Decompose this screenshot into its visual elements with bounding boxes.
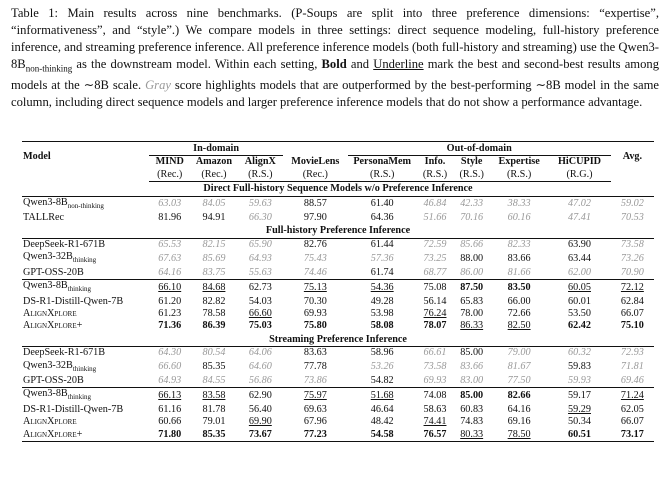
section-header-row — [22, 224, 654, 238]
score-cell: 59.63 — [248, 198, 272, 210]
score-cell: 86.39 — [202, 320, 226, 332]
table-row — [22, 375, 654, 388]
score-cell: 60.32 — [568, 347, 591, 359]
score-cell: 77.23 — [283, 429, 348, 442]
score-cell: 71.36 — [158, 320, 182, 332]
score-cell: 64.16 — [158, 266, 182, 278]
score-cell: 79.00 — [507, 347, 531, 359]
model-name: DS-R1-Distill-Qwen-7B — [23, 295, 124, 307]
score-cell: 60.16 — [507, 212, 531, 224]
score-cell: 74.83 — [460, 416, 484, 428]
score-cell: 75.80 — [303, 320, 327, 332]
score-cell: 74.41 — [423, 416, 447, 428]
caption-gray-word: Gray — [145, 78, 171, 93]
score-cell: 48.42 — [370, 416, 394, 428]
score-cell: 77.50 — [507, 375, 531, 387]
avg-cell: 69.46 — [620, 375, 644, 387]
score-cell: 75.13 — [283, 280, 348, 296]
table-row — [22, 347, 654, 360]
score-cell: 56.14 — [423, 295, 447, 307]
score-cell: 85.00 — [453, 388, 490, 404]
score-cell: 64.16 — [507, 403, 531, 415]
model-name: AlignXplore — [23, 416, 77, 428]
model-name: GPT-OSS-20B — [23, 266, 84, 278]
score-cell: 72.59 — [423, 238, 447, 250]
avg-cell: 72.12 — [611, 280, 654, 296]
caption-bold-word: Bold — [321, 56, 347, 71]
score-cell: 38.33 — [507, 198, 531, 210]
table-row — [22, 267, 654, 280]
table-row — [22, 251, 654, 266]
score-cell: 54.58 — [348, 429, 417, 442]
avg-header: Avg. — [611, 142, 654, 182]
score-cell: 63.90 — [568, 238, 591, 250]
score-cell: 73.86 — [303, 375, 327, 387]
avg-cell: 66.07 — [620, 307, 644, 319]
model-name: TALLRec — [23, 212, 65, 224]
column-name: Style — [460, 156, 483, 168]
score-cell: 61.44 — [370, 238, 394, 250]
score-cell: 59.93 — [568, 375, 591, 387]
out-domain-header: Out-of-domain — [348, 142, 611, 156]
score-cell: 77.78 — [303, 361, 327, 373]
score-cell: 65.83 — [460, 295, 484, 307]
table-row — [22, 416, 654, 428]
column-name: MIND — [155, 156, 184, 168]
column-name: Info. — [424, 156, 446, 168]
column-metric: (Rec.) — [149, 169, 190, 182]
column-metric: (R.S.) — [348, 169, 417, 182]
score-cell: 73.25 — [423, 252, 447, 264]
caption-text-2: as the downstream model. Within each setting, — [72, 56, 322, 71]
model-name: GPT-OSS-20B — [23, 375, 84, 387]
table-row — [22, 360, 654, 375]
score-cell: 88.00 — [460, 252, 484, 264]
table-row — [22, 196, 654, 212]
score-cell: 70.16 — [460, 212, 484, 224]
score-cell: 78.58 — [202, 307, 226, 319]
model-name: AlignXplore+ — [22, 429, 149, 442]
avg-cell: 71.24 — [611, 388, 654, 404]
table-row — [22, 388, 654, 404]
score-cell: 78.07 — [423, 320, 447, 332]
score-cell: 82.82 — [202, 295, 226, 307]
score-cell: 84.05 — [202, 198, 226, 210]
section-header-row — [22, 333, 654, 347]
score-cell: 64.93 — [248, 252, 272, 264]
avg-cell: 71.81 — [620, 361, 644, 373]
score-cell: 78.00 — [460, 307, 484, 319]
caption-subscript: non-thinking — [25, 63, 73, 74]
results-table — [22, 141, 654, 442]
score-cell: 64.60 — [248, 361, 272, 373]
model-name: $Qwen3-32B_{thinking}$ — [23, 251, 97, 265]
score-cell: 58.08 — [370, 320, 394, 332]
avg-cell: 75.10 — [620, 320, 644, 332]
score-cell: 54.03 — [248, 295, 272, 307]
score-cell: 62.00 — [568, 266, 591, 278]
score-cell: 79.01 — [202, 416, 226, 428]
score-cell: 63.03 — [158, 198, 182, 210]
table-row — [22, 404, 654, 416]
score-cell: 85.35 — [190, 429, 237, 442]
score-cell: 82.50 — [507, 320, 531, 332]
score-cell: 54.36 — [348, 280, 417, 296]
score-cell: 69.93 — [303, 307, 327, 319]
column-name: MovieLens — [291, 156, 340, 168]
avg-cell: 72.93 — [620, 347, 644, 359]
table-row — [22, 280, 654, 296]
model-name: AlignXplore+ — [23, 320, 83, 332]
score-cell: 63.44 — [568, 252, 591, 264]
score-cell: 80.33 — [453, 429, 490, 442]
score-cell: 66.61 — [423, 347, 447, 359]
column-name: HiCUPID — [558, 156, 602, 168]
model-header: Model — [22, 142, 149, 182]
score-cell: 58.63 — [423, 403, 447, 415]
column-name: AlignX — [244, 156, 276, 168]
score-cell: 66.30 — [248, 212, 272, 224]
score-cell: 69.63 — [303, 403, 327, 415]
score-cell: 70.30 — [303, 295, 327, 307]
score-cell: 83.58 — [190, 388, 237, 404]
score-cell: 75.08 — [417, 280, 454, 296]
section-title: Full-history Preference Inference — [22, 224, 654, 238]
score-cell: 85.69 — [202, 252, 226, 264]
column-metric: (R.G.) — [548, 169, 611, 182]
column-name: Expertise — [498, 156, 540, 168]
score-cell: 75.03 — [248, 320, 272, 332]
score-cell: 46.64 — [370, 403, 394, 415]
score-cell: 75.43 — [303, 252, 327, 264]
score-cell: 74.08 — [417, 388, 454, 404]
score-cell: 58.96 — [370, 347, 394, 359]
score-cell: 61.74 — [370, 266, 394, 278]
avg-cell: 62.05 — [620, 403, 644, 415]
score-cell: 42.33 — [460, 198, 484, 210]
score-cell: 75.97 — [283, 388, 348, 404]
score-cell: 82.66 — [490, 388, 548, 404]
score-cell: 76.57 — [417, 429, 454, 442]
model-name: AlignXplore — [23, 307, 77, 319]
avg-cell: 73.26 — [620, 252, 644, 264]
score-cell: 83.00 — [460, 375, 484, 387]
model-name: DS-R1-Distill-Qwen-7B — [23, 403, 124, 415]
score-cell: 57.36 — [370, 252, 394, 264]
score-cell: 65.53 — [158, 238, 182, 250]
score-cell: 68.77 — [423, 266, 447, 278]
score-cell: 61.23 — [158, 307, 182, 319]
score-cell: 47.02 — [568, 198, 591, 210]
section-header-row — [22, 182, 654, 196]
score-cell: 87.50 — [453, 280, 490, 296]
caption-text-3: and — [346, 56, 374, 71]
score-cell: 55.63 — [248, 266, 272, 278]
score-cell: 69.93 — [423, 375, 447, 387]
score-cell: 62.42 — [568, 320, 591, 332]
caption-label: Table 1: — [11, 6, 59, 20]
score-cell: 47.41 — [568, 212, 591, 224]
score-cell: 80.54 — [202, 347, 226, 359]
in-domain-header: In-domain — [149, 142, 283, 156]
column-metric: (R.S.) — [453, 169, 490, 182]
score-cell: 64.30 — [158, 347, 182, 359]
score-cell: 67.96 — [303, 416, 327, 428]
avg-cell: 70.53 — [620, 212, 644, 224]
score-cell: 60.66 — [158, 416, 182, 428]
score-cell: 67.63 — [158, 252, 182, 264]
table-row — [22, 429, 654, 442]
score-cell: 81.66 — [507, 266, 531, 278]
score-cell: 76.24 — [423, 307, 447, 319]
score-cell: 82.15 — [202, 238, 226, 250]
avg-cell: 73.58 — [620, 238, 644, 250]
caption-underline-word: Underline — [373, 56, 424, 71]
model-name: $Qwen3-32B_{thinking}$ — [23, 359, 97, 373]
score-cell: 81.78 — [202, 403, 226, 415]
avg-cell: 70.90 — [620, 266, 644, 278]
score-cell: 53.50 — [568, 307, 591, 319]
model-name: $Qwen3-8B_{non-thinking}$ — [23, 196, 104, 210]
score-cell: 66.00 — [507, 295, 531, 307]
table-row — [22, 212, 654, 224]
score-cell: 59.83 — [568, 361, 591, 373]
table-row — [22, 238, 654, 251]
score-cell: 86.00 — [460, 266, 484, 278]
column-metric: (R.S.) — [490, 169, 548, 182]
score-cell: 51.68 — [348, 388, 417, 404]
score-cell: 64.93 — [158, 375, 182, 387]
score-cell: 81.96 — [158, 212, 182, 224]
column-metric: (R.S.) — [417, 169, 454, 182]
table-row — [22, 320, 654, 332]
score-cell: 61.20 — [158, 295, 182, 307]
score-cell: 83.50 — [490, 280, 548, 296]
header-group-row — [22, 142, 654, 156]
score-cell: 88.57 — [303, 198, 327, 210]
column-metric: (Rec.) — [190, 169, 237, 182]
score-cell: 84.68 — [190, 280, 237, 296]
score-cell: 60.05 — [548, 280, 611, 296]
score-cell: 51.66 — [423, 212, 447, 224]
table-body — [22, 182, 654, 442]
score-cell: 62.73 — [238, 280, 283, 296]
score-cell: 94.91 — [202, 212, 226, 224]
score-cell: 53.98 — [370, 307, 394, 319]
score-cell: 83.63 — [303, 347, 327, 359]
model-name: DeepSeek-R1-671B — [23, 238, 106, 250]
score-cell: 85.66 — [460, 238, 484, 250]
score-cell: 64.36 — [370, 212, 394, 224]
column-metric: (Rec.) — [283, 169, 348, 182]
column-name: PersonaMem — [353, 156, 412, 168]
section-title: Streaming Preference Inference — [22, 333, 654, 347]
score-cell: 97.90 — [303, 212, 327, 224]
score-cell: 85.35 — [202, 361, 226, 373]
score-cell: 64.06 — [248, 347, 272, 359]
score-cell: 56.86 — [248, 375, 272, 387]
score-cell: 85.00 — [460, 347, 484, 359]
score-cell: 46.84 — [423, 198, 447, 210]
avg-cell: 73.17 — [611, 429, 654, 442]
section-title: Direct Full-history Sequence Models w/o Preference Inference — [22, 182, 654, 196]
column-metric: (R.S.) — [238, 169, 283, 182]
score-cell: 54.82 — [370, 375, 394, 387]
table-row — [22, 308, 654, 320]
score-cell: 62.90 — [238, 388, 283, 404]
avg-cell: 62.84 — [620, 295, 644, 307]
table-row — [22, 296, 654, 308]
score-cell: 61.16 — [158, 403, 182, 415]
avg-cell: 59.02 — [620, 198, 644, 210]
caption-text-5: score highlights models that are outperformed by the best-performing ∼8B model in the same column, including direct sequence models and larger preference inference models that do not show a performance advantage. — [11, 78, 659, 110]
score-cell: 65.90 — [248, 238, 272, 250]
score-cell: 78.50 — [490, 429, 548, 442]
score-cell: 82.33 — [507, 238, 531, 250]
avg-cell: 66.07 — [620, 416, 644, 428]
score-cell: 73.58 — [423, 361, 447, 373]
score-cell: 82.76 — [303, 238, 327, 250]
column-name: Amazon — [195, 156, 233, 168]
score-cell: 69.90 — [248, 416, 272, 428]
score-cell: 71.80 — [149, 429, 190, 442]
score-cell: 66.60 — [158, 361, 182, 373]
score-cell: 60.83 — [460, 403, 484, 415]
score-cell: 53.26 — [370, 361, 394, 373]
score-cell: 59.17 — [548, 388, 611, 404]
score-cell: 81.67 — [507, 361, 531, 373]
score-cell: 83.66 — [460, 361, 484, 373]
score-cell: 60.01 — [568, 295, 591, 307]
score-cell: 56.40 — [248, 403, 272, 415]
score-cell: 84.55 — [202, 375, 226, 387]
score-cell: 49.28 — [370, 295, 394, 307]
score-cell: 61.40 — [370, 198, 394, 210]
score-cell: 59.29 — [568, 403, 591, 415]
score-cell: 72.66 — [507, 307, 531, 319]
score-cell: 74.46 — [303, 266, 327, 278]
score-cell: 69.16 — [507, 416, 531, 428]
score-cell: 83.75 — [202, 266, 226, 278]
score-cell: 66.60 — [248, 307, 272, 319]
score-cell: 66.13 — [149, 388, 190, 404]
score-cell: 73.67 — [238, 429, 283, 442]
table-caption — [11, 5, 659, 111]
score-cell: 50.34 — [568, 416, 591, 428]
score-cell: 60.51 — [548, 429, 611, 442]
model-name: $Qwen3-8B_{thinking}$ — [22, 388, 149, 404]
caption-text-1: Main results across nine benchmarks. (P-Soups are split into three preference dimensions: “expertise”, “informativeness”, and “style”.) We compare models in three settings: direct sequence modeling, full-history preference inference, and streaming preference inference. All preference inference models (both full-history and streaming) use the Qwen3-8B — [11, 6, 659, 71]
score-cell: 83.66 — [507, 252, 531, 264]
model-name: DeepSeek-R1-671B — [23, 347, 106, 359]
score-cell: 86.33 — [460, 320, 484, 332]
score-cell: 66.10 — [149, 280, 190, 296]
caption-text-4: mark the best and second-best results among models at the ∼8B scale. — [11, 56, 659, 93]
model-name: $Qwen3-8B_{thinking}$ — [22, 280, 149, 296]
